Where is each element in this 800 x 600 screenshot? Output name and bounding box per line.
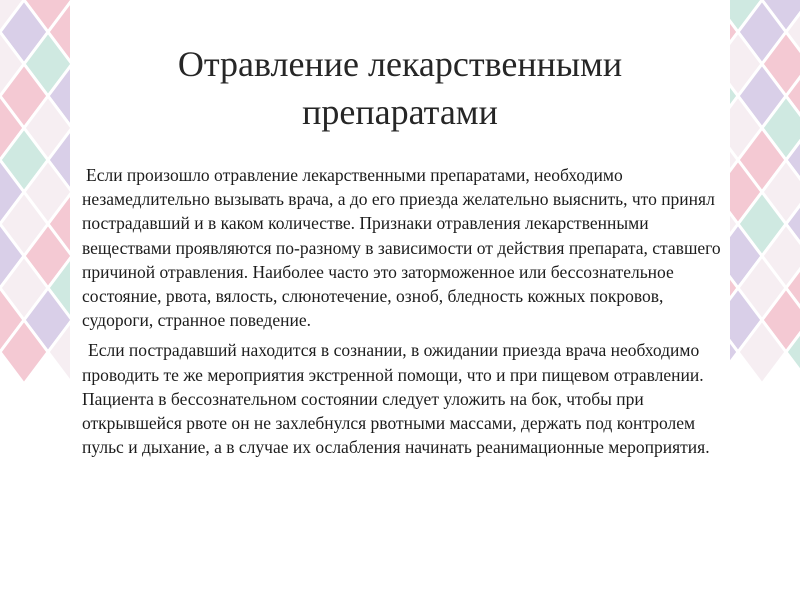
slide-title [70, 40, 730, 136]
title-line-2: препаратами [302, 92, 498, 132]
title-line-1: Отравление лекарственными [177, 44, 623, 84]
paragraph-symptoms: Если произошло отравление лекарственными препаратами, необходимо незамедлительно вызывать врача, а до его приезда желательно выяснить, что принял пострадавший и в каком количестве. Признаки отравления лекарственными веществами проявляются по-разному в зависимости от действия препарата, ставшего причиной отравления. Наиболее часто это заторможенное или бессознательное состояние, рвота, вялость, слюнотечение, озноб, бледность кожных покровов, судороги, странное поведение. [82, 165, 721, 331]
paragraph-first-aid: Если пострадавший находится в сознании, в ожидании приезда врача необходимо проводить те же мероприятия экстренной помощи, что и при пищевом отравлении. Пациента в бессознательном состоянии следует уложить на бок, чтобы при открывшейся рвоте он не захлебнулся рвотными массами, держать под контролем пульс и дыхание, а в случае их ослабления начинать реанимационные мероприятия. [82, 340, 710, 458]
slide-body [82, 163, 732, 459]
